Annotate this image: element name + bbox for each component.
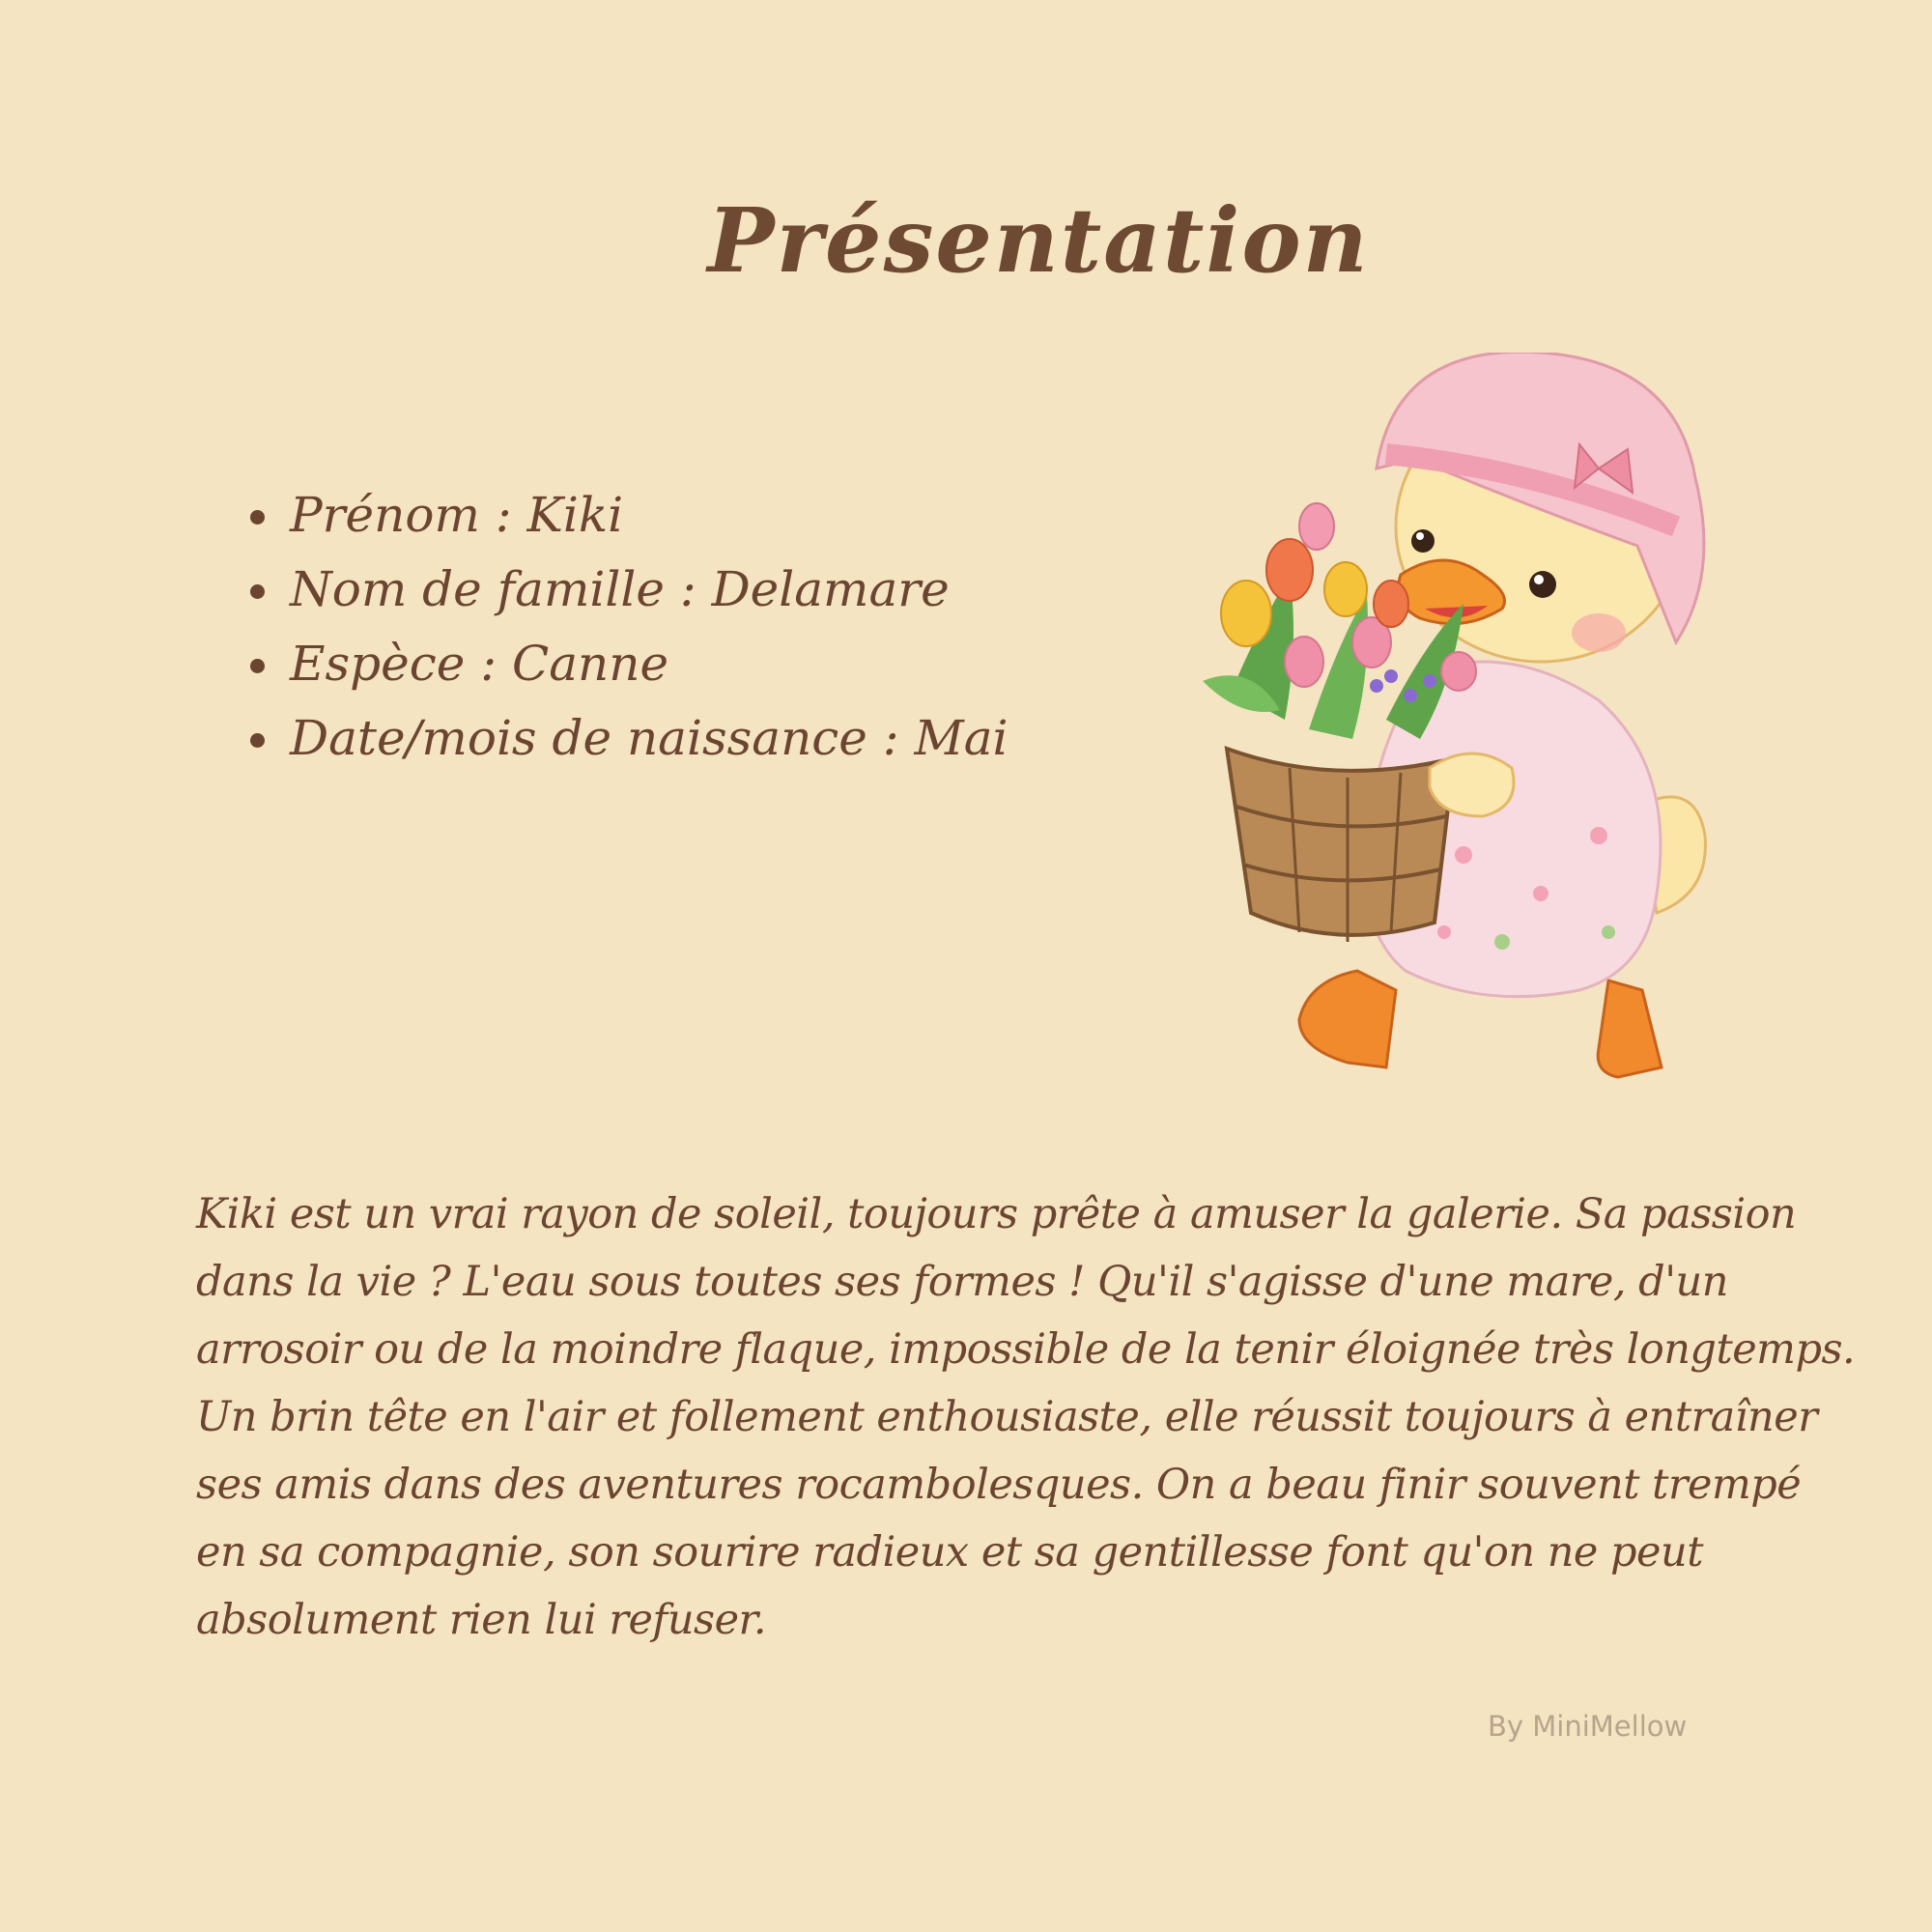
info-item-date-naissance: • Date/mois de naissance : Mai bbox=[286, 701, 1009, 776]
credit-text: By MiniMellow bbox=[1488, 1710, 1688, 1743]
basket bbox=[1227, 749, 1454, 935]
duck-eye-right bbox=[1529, 571, 1556, 598]
description-paragraph: Kiki est un vrai rayon de soleil, toujours prête à amuser la galerie. Sa passion dans la vie ? L'eau sous toutes ses formes ! Qu'il s'agisse d'une mare, d'un arrosoir ou de la moindre flaque, impossible de la tenir éloignée très longtemps. Un brin tête en l'air et follement enthousiaste, elle réussit toujours à entraîner ses amis dans des aventures rocambolesques. On a beau finir souvent trempé en sa compagnie, son sourire radieux et sa gentillesse font qu'on ne peut absolument rien lui refuser. bbox=[196, 1190, 1856, 1644]
duck-left-foot bbox=[1299, 971, 1396, 1067]
tulip-orange bbox=[1266, 539, 1313, 601]
info-item-prenom: • Prénom : Kiki bbox=[286, 478, 1009, 553]
tulip-yellow bbox=[1221, 581, 1271, 646]
page-title: Présentation bbox=[707, 188, 1370, 293]
info-item-nom-de-famille: • Nom de famille : Delamare bbox=[286, 553, 1009, 627]
tulip-pink bbox=[1299, 503, 1334, 550]
info-item-espece: • Espèce : Canne bbox=[286, 627, 1009, 701]
duck-right-foot bbox=[1598, 980, 1662, 1077]
duck-eye-left bbox=[1411, 529, 1435, 553]
duck-wing bbox=[1430, 753, 1514, 816]
info-list bbox=[224, 478, 1009, 776]
duck-illustration bbox=[1193, 353, 1734, 1096]
